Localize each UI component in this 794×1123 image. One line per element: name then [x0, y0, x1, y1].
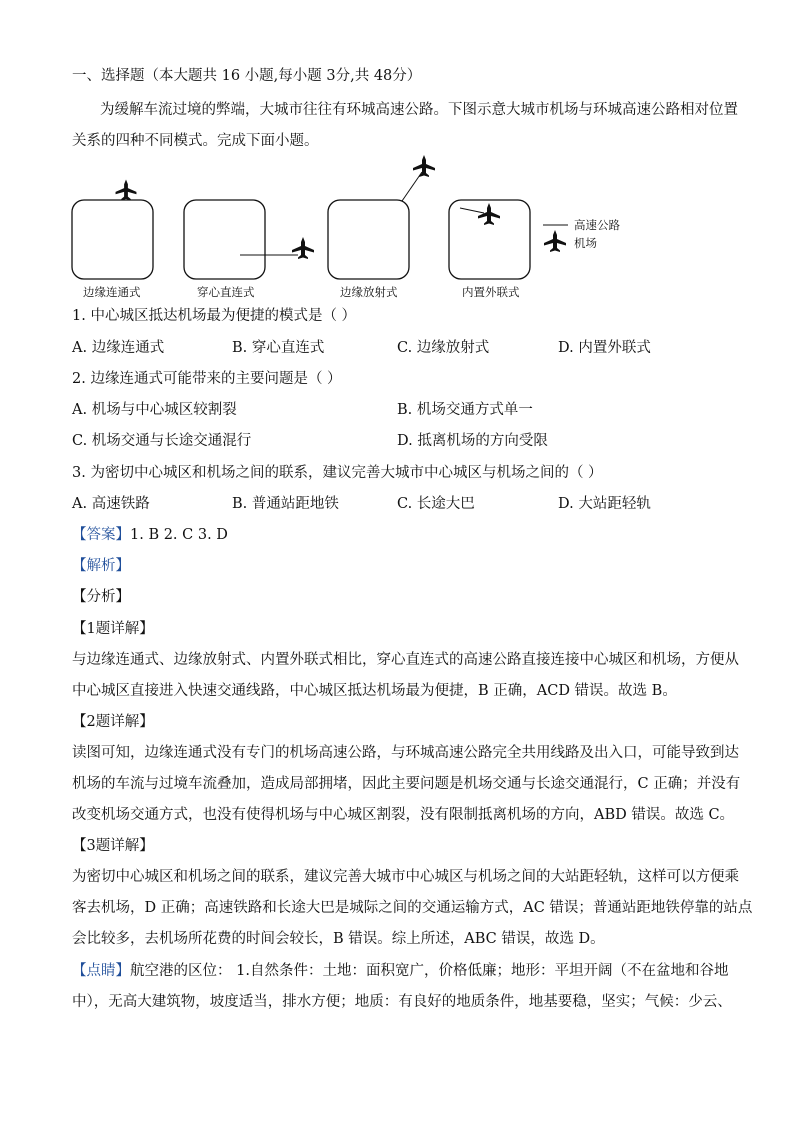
airplane-icon [478, 203, 500, 225]
question-3-stem: 3. 为密切中心城区和机场之间的联系，建议完善大城市中心城区与机场之间的（ ） [72, 465, 603, 481]
answer-tag: 【答案】 [72, 527, 130, 543]
caption-mode-1: 边缘连通式 [83, 285, 141, 299]
ring-road-box-1 [72, 200, 153, 279]
caption-mode-4: 内置外联式 [462, 285, 520, 299]
dianjing-line-2: 中），无高大建筑物，坡度适当，排水方便；地质：有良好的地质条件，地基要稳，坚实；气候：少云、 [72, 994, 732, 1010]
detail-3-line-3: 会比较多，去机场所花费的时间会较长，B 错误。综上所述，ABC 错误，故选 D。 [72, 931, 605, 947]
detail-2-line-1: 读图可知，边缘连通式没有专门的机场高速公路，与环城高速公路完全共用线路及出入口，可能导致到达 [72, 745, 739, 761]
intro-line-1: 为缓解车流过境的弊端，大城市往往有环城高速公路。下图示意大城市机场与环城高速公路相对位置 [100, 102, 738, 118]
airport-mode-figure [0, 150, 794, 310]
highway-line-4 [460, 208, 484, 213]
q1-option-a[interactable]: A. 边缘连通式 [72, 340, 165, 356]
detail-1-tag: 【1题详解】 [72, 621, 154, 637]
caption-mode-2: 穿心直连式 [197, 285, 255, 299]
intro-line-2: 关系的四种不同模式。完成下面小题。 [72, 133, 319, 149]
detail-2-tag: 【2题详解】 [72, 714, 154, 730]
q2-option-b[interactable]: B. 机场交通方式单一 [397, 402, 533, 418]
caption-mode-3: 边缘放射式 [340, 285, 398, 299]
legend-road-label: 高速公路 [574, 218, 620, 232]
q2-option-d[interactable]: D. 抵离机场的方向受限 [397, 433, 548, 449]
airplane-icon [413, 155, 435, 177]
q1-option-c[interactable]: C. 边缘放射式 [397, 340, 490, 356]
q2-option-a[interactable]: A. 机场与中心城区较割裂 [72, 402, 237, 418]
answer-text: 1. B 2. C 3. D [130, 527, 228, 543]
detail-3-tag: 【3题详解】 [72, 838, 154, 854]
q3-option-d[interactable]: D. 大站距轻轨 [558, 496, 651, 512]
q1-option-b[interactable]: B. 穿心直连式 [232, 340, 325, 356]
q3-option-b[interactable]: B. 普通站距地铁 [232, 496, 339, 512]
legend-airport-label: 机场 [574, 236, 597, 250]
fenxi-tag: 【分析】 [72, 589, 130, 605]
detail-1-line-2: 中心城区直接进入快速交通线路，中心城区抵达机场最为便捷，B 正确，ACD 错误。故选 B。 [72, 683, 677, 699]
ring-road-box-2 [184, 200, 265, 279]
airplane-icon [292, 237, 314, 259]
detail-1-line-1: 与边缘连通式、边缘放射式、内置外联式相比，穿心直连式的高速公路直接连接中心城区和机场，方便从 [72, 652, 739, 668]
section-title: 一、选择题（本大题共 16 小题,每小题 3分,共 48分） [72, 68, 422, 84]
detail-2-line-3: 改变机场交通方式，也没有使得机场与中心城区割裂，没有限制抵离机场的方向，ABD 错误。故选 C。 [72, 807, 735, 823]
analysis-tag: 【解析】 [72, 558, 130, 574]
dianjing-text-1: 航空港的区位： 1.自然条件：土地：面积宽广，价格低廉；地形：平坦开阔（不在盆地和谷地 [130, 963, 729, 979]
answer-line [72, 525, 228, 545]
legend-airplane-icon [544, 230, 566, 252]
detail-3-line-2: 客去机场，D 正确；高速铁路和长途大巴是城际之间的交通运输方式，AC 错误；普通站距地铁停靠的站点 [72, 900, 753, 916]
detail-2-line-2: 机场的车流与过境车流叠加，造成局部拥堵，因此主要问题是机场交通与长途交通混行，C 正确；并没有 [72, 776, 741, 792]
detail-3-line-1: 为密切中心城区和机场之间的联系，建议完善大城市中心城区与机场之间的大站距轻轨，这样可以方便乘 [72, 869, 739, 885]
dianjing-line-1 [72, 961, 728, 981]
q3-option-c[interactable]: C. 长途大巴 [397, 496, 475, 512]
dianjing-tag: 【点睛】 [72, 963, 130, 979]
ring-road-box-3 [328, 200, 409, 279]
airplane-icon [116, 180, 137, 201]
q2-option-c[interactable]: C. 机场交通与长途交通混行 [72, 433, 252, 449]
question-1-stem: 1. 中心城区抵达机场最为便捷的模式是（ ） [72, 308, 357, 324]
question-2-stem: 2. 边缘连通式可能带来的主要问题是（ ） [72, 371, 342, 387]
q1-option-d[interactable]: D. 内置外联式 [558, 340, 651, 356]
q3-option-a[interactable]: A. 高速铁路 [72, 496, 150, 512]
